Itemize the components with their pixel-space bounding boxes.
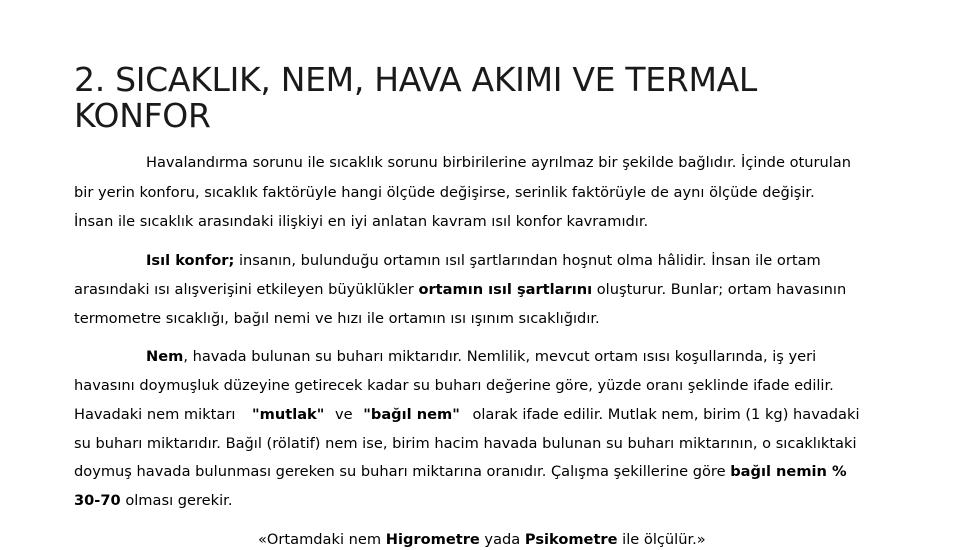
paragraph-3-line-3-a: Havadaki nem miktarı xyxy=(74,406,236,423)
paragraph-1-line-3: İnsan ile sıcaklık arasındaki ilişkiyi en iyi anlatan kavram ısıl konfor kavramıdır. xyxy=(74,213,649,230)
term-nem: Nem xyxy=(146,348,184,365)
slide-title-line-2: KONFOR xyxy=(74,96,211,136)
paragraph-3-line-4: su buharı miktarıdır. Bağıl (rölatif) nem ise, birim hacim havada bulunan su buharı miktarının, o sıcaklıktaki xyxy=(74,435,857,452)
term-psikometre: Psikometre xyxy=(524,531,618,548)
footer-line-end: ile ölçülür.» xyxy=(617,531,706,548)
paragraph-2-line-2-bold: ortamın ısıl şartlarını xyxy=(418,281,593,298)
term-isil-konfor: Isıl konfor; xyxy=(146,252,235,269)
paragraph-3-line-5-start: doymuş havada bulunması gereken su buharı miktarına oranıdır. Çalışma şekillerine göre xyxy=(74,463,731,480)
paragraph-1-line-2: bir yerin konforu, sıcaklık faktörüyle hangi ölçüde değişirse, serinlik faktörüyle de aynı ölçüde değişir. xyxy=(74,184,815,201)
term-higrometre: Higrometre xyxy=(385,531,480,548)
paragraph-3-line-3-ve: ve xyxy=(335,406,353,423)
paragraph-2-line-3: termometre sıcaklığı, bağıl nemi ve hızı ile ortamın ısı ışınım sıcaklığıdır. xyxy=(74,310,600,327)
paragraph-3-line-6 xyxy=(74,491,232,511)
paragraph-2-line-1-text: insanın, bulunduğu ortamın ısıl şartlarından hoşnut olma hâlidir. İnsan ile ortam xyxy=(234,252,821,269)
footer-line xyxy=(258,530,706,550)
paragraph-3-line-5-bold: bağıl nemin % xyxy=(730,463,847,480)
paragraph-3-line-3 xyxy=(74,405,860,425)
term-mutlak: "mutlak" xyxy=(252,406,325,423)
footer-line-start: «Ortamdaki nem xyxy=(258,531,386,548)
paragraph-2-line-1 xyxy=(146,251,821,271)
paragraph-3-line-2: havasını doymuşluk düzeyine getirecek kadar su buharı değerine göre, yüzde oranı şeklinde ifade edilir. xyxy=(74,377,834,394)
paragraph-1-line-1: Havalandırma sorunu ile sıcaklık sorunu birbirilerine ayrılmaz bir şekilde bağlıdır. İçinde oturulan xyxy=(146,154,851,171)
footer-line-mid: yada xyxy=(479,531,525,548)
slide-title xyxy=(74,62,934,134)
term-bagil-nem: "bağıl nem" xyxy=(363,406,460,423)
paragraph-3-line-5 xyxy=(74,462,847,482)
paragraph-3-line-6-rest: olması gerekir. xyxy=(120,492,233,509)
paragraph-2-line-2-start: arasındaki ısı alışverişini etkileyen büyüklükler xyxy=(74,281,419,298)
paragraph-2-line-2-end: oluşturur. Bunlar; ortam havasının xyxy=(592,281,847,298)
paragraph-3-line-1-text: , havada bulunan su buharı miktarıdır. Nemlilik, mevcut ortam ısısı koşullarında, iş yeri xyxy=(183,348,817,365)
slide-title-line-1: 2. SICAKLIK, NEM, HAVA AKIMI VE TERMAL xyxy=(74,60,757,100)
paragraph-3-line-3-b: olarak ifade edilir. Mutlak nem, birim (1 kg) havadaki xyxy=(472,406,860,423)
paragraph-3-line-1 xyxy=(146,347,816,367)
paragraph-2-line-2 xyxy=(74,280,846,300)
paragraph-3-line-6-bold: 30-70 xyxy=(74,492,121,509)
